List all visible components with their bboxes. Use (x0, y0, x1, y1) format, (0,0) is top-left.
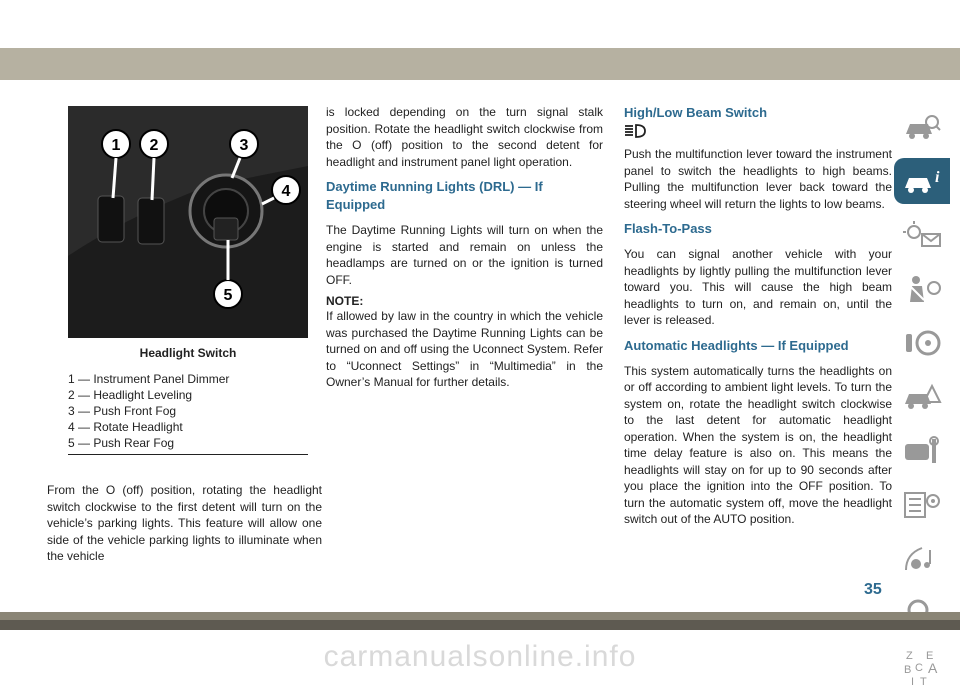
svg-text:Z: Z (906, 650, 913, 662)
legend-divider (68, 454, 308, 455)
svg-text:i: i (935, 169, 940, 186)
multimedia-icon (902, 544, 942, 574)
legend-item: 2 — Headlight Leveling (68, 388, 193, 402)
svg-text:T: T (920, 676, 927, 687)
paragraph: is locked depending on the turn signal stalk position. Rotate the headlight switch clockwise from the O (off) position to the second detent for headlight and instrument panel light operation. (326, 105, 603, 169)
page-number: 35 (864, 581, 882, 598)
column-3 (624, 104, 892, 528)
note-label: NOTE: (326, 294, 364, 308)
section-heading: Flash-To-Pass (624, 221, 712, 236)
tab-specifications[interactable] (894, 482, 950, 528)
legend-item: 5 — Push Rear Fog (68, 436, 175, 450)
figure-title: Headlight Switch (139, 346, 237, 360)
tab-warning-lights[interactable] (894, 212, 950, 258)
svg-text:B: B (904, 664, 912, 676)
section-heading: Daytime Running Lights (DRL) — If Equipped (326, 179, 543, 212)
tab-servicing[interactable] (894, 428, 950, 474)
paragraph: You can signal another vehicle with your headlights by lightly pulling the multifunction lever toward you. This will cause the high beam headlights to turn on, and remain on, until the lever is released. (624, 247, 892, 327)
svg-text:E: E (926, 650, 934, 662)
svg-text:5: 5 (223, 287, 233, 304)
tab-safety[interactable] (894, 266, 950, 312)
footer-band (0, 612, 960, 620)
legend-item: 1 — Instrument Panel Dimmer (68, 372, 230, 386)
tab-emergency[interactable] (894, 374, 950, 420)
figure-legend (68, 371, 308, 451)
svg-text:1: 1 (111, 137, 121, 154)
car-info-icon (902, 166, 942, 196)
watermark: carmanualsonline.info (323, 640, 637, 673)
svg-text:C: C (915, 662, 923, 674)
footer-band-dark (0, 620, 960, 630)
svg-text:2: 2 (149, 137, 159, 154)
paragraph: Push the multifunction lever toward the instrument panel to switch the headlights to high beams. Pulling the multifunction lever back toward the steering wheel will return the lights to low beams. (624, 147, 892, 211)
chapter-tabs (894, 104, 954, 698)
tab-starting-operating[interactable] (894, 320, 950, 366)
svg-text:4: 4 (281, 183, 291, 200)
legend-item: 4 — Rotate Headlight (68, 420, 183, 434)
paragraph: This system automatically turns the headlights on or off according to ambient light levels. To turn the system on, rotate the headlight switch clockwise to the last detent for automatic headlight operation. When the system is on, the headlight time delay feature is also on. This means the headlights will stay on for up to 90 seconds after you place the ignition into the OFF position. To turn the automatic system off, move the headlight switch out of the AUTO position. (624, 363, 892, 526)
car-warning-icon (902, 382, 942, 412)
paragraph: The Daytime Running Lights will turn on when the engine is started and remain on unless the headlamps are turned on or the ignition is turned OFF. (326, 223, 603, 287)
tab-multimedia[interactable] (894, 536, 950, 582)
tab-car-info[interactable] (894, 158, 950, 204)
header-band (0, 48, 960, 80)
note-text: If allowed by law in the country in which the vehicle was purchased the Daytime Running Lights can be turned on and off using the Uconnect System. Refer to “Uconnect Settings” in “Multimedia” in the Owner’s Manual for further details. (326, 309, 603, 389)
tab-car-search[interactable] (894, 104, 950, 150)
car-tools-icon (902, 436, 942, 466)
svg-text:3: 3 (239, 137, 249, 154)
legend-item: 3 — Push Front Fog (68, 404, 177, 418)
headlight-switch-illustration (68, 106, 308, 338)
steering-wheel-icon (902, 328, 942, 358)
settings-list-icon (902, 490, 942, 520)
section-heading: Automatic Headlights — If Equipped (624, 337, 849, 353)
column-2 (326, 104, 603, 391)
svg-text:A: A (928, 660, 938, 676)
section-heading: High/Low Beam Switch (624, 105, 768, 120)
headlight-switch-photo (68, 106, 308, 338)
seatbelt-airbag-icon (902, 274, 942, 304)
high-beam-icon (624, 124, 646, 138)
car-magnifier-icon (902, 112, 942, 142)
warning-light-mail-icon (902, 220, 942, 250)
svg-text:I: I (911, 676, 915, 687)
paragraph: From the O (off) position, rotating the headlight switch clockwise to the first detent will turn on the vehicle’s parking lights. This feature will allow one side of the vehicle parking lights to illuminate when the vehicle (47, 483, 322, 563)
